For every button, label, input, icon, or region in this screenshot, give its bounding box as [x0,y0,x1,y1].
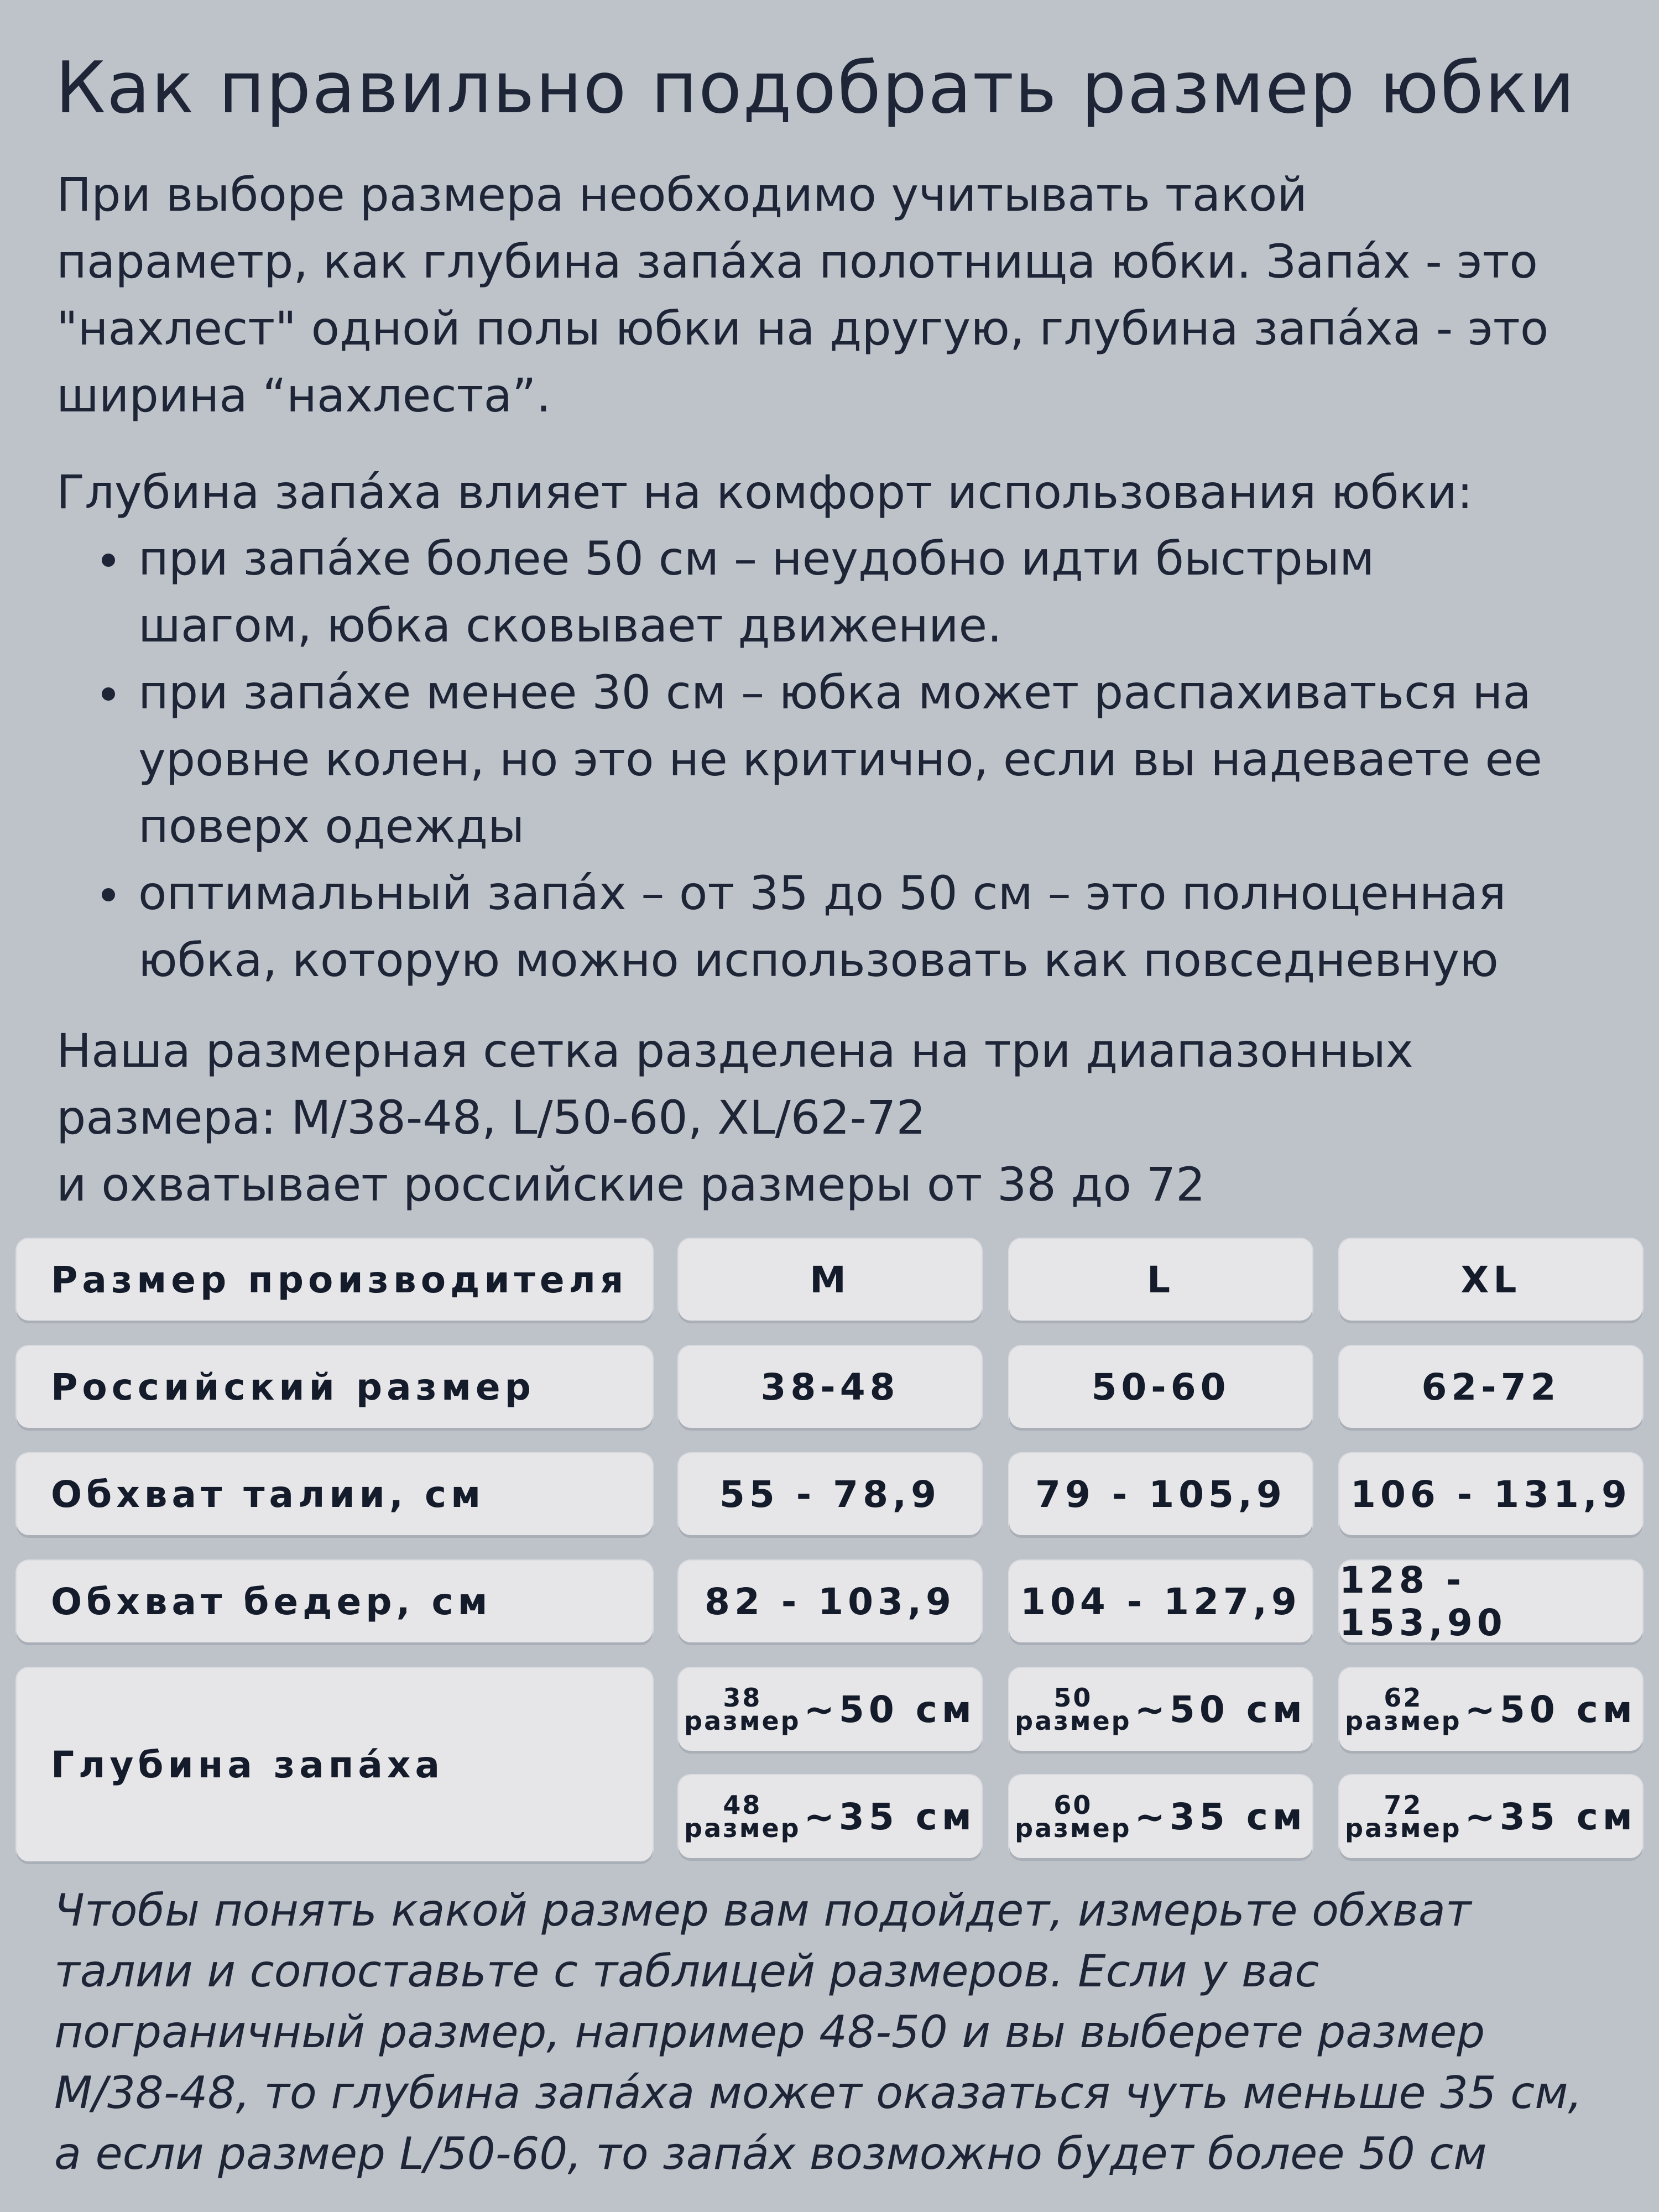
table-cell-wrap-depth: 60 размер ~35 см [1009,1775,1312,1858]
intro-paragraph [56,161,1627,429]
bullet-icon [102,888,115,901]
bullet-icon [102,554,115,567]
intro-line: ширина “нахлеста”. [56,368,551,422]
table-cell: 79 - 105,9 [1009,1453,1312,1535]
row-label-hips: Обхват бедер, см [17,1561,653,1642]
intro-line: параметр, как глубина запа́ха полотнища юбки. Запа́х - это [56,234,1538,289]
list-item: при запа́хе менее 30 см – юбка может распахиваться на уровне колен, но это не критично, если вы надеваете ее поверх одежды [56,659,1627,860]
table-cell: 55 - 78,9 [679,1453,982,1535]
table-cell-wrap-depth: 62 размер ~50 см [1339,1668,1642,1751]
list-item: при запа́хе более 50 см – неудобно идти быстрым шагом, юбка сковывает движение. [56,525,1627,659]
row-label-wrap-depth: Глубина запа́ха [17,1668,653,1861]
table-cell: 38-48 [679,1346,982,1428]
size-grid-note: Наша размерная сетка разделена на три диапазонных размера: M/38-48, L/50-60, XL/62-72 и охватывает российские размеры от 38 до 72 [56,1024,1413,1212]
table-cell-wrap-depth: 50 размер ~50 см [1009,1668,1312,1751]
bullet-icon [102,687,115,701]
table-cell: 104 - 127,9 [1009,1561,1312,1642]
comfort-list [56,525,1627,994]
page-title: Как правильно подобрать размер юбки [55,47,1576,129]
row-label-waist: Обхват талии, см [17,1453,653,1535]
table-cell: L [1009,1239,1312,1321]
intro-line: "нахлест" одной полы юбки на другую, глубина запа́ха - это [56,301,1549,356]
table-cell-wrap-depth: 72 размер ~35 см [1339,1775,1642,1858]
table-cell-wrap-depth: 38 размер ~50 см [679,1668,982,1751]
table-cell-wrap-depth: 48 размер ~35 см [679,1775,982,1858]
table-cell: 62-72 [1339,1346,1642,1428]
table-cell: 50-60 [1009,1346,1312,1428]
intro-line: При выборе размера необходимо учитывать такой [56,168,1307,222]
table-cell: XL [1339,1239,1642,1321]
row-label-russian-size: Российский размер [17,1346,653,1428]
comfort-lead: Глубина запа́ха влияет на комфорт использования юбки: [56,465,1473,519]
table-cell: 128 - 153,90 [1339,1561,1642,1642]
table-cell: 106 - 131,9 [1339,1453,1642,1535]
table-cell: M [679,1239,982,1321]
list-item: оптимальный запа́х – от 35 до 50 см – это полноценная юбка, которую можно использовать как повседневную [56,860,1627,994]
row-label-manufacturer-size: Размер производителя [17,1239,653,1321]
footer-note: Чтобы понять какой размер вам подойдет, измерьте обхват талии и сопоставьте с таблицей размеров. Если у вас пограничный размер, например 48-50 и вы выберете размер M/38-48, то глубина запа́ха может оказаться чуть меньше 35 см, а если размер L/50-60, то запа́х возможно будет более 50 см [54,1885,1582,2179]
table-cell: 82 - 103,9 [679,1561,982,1642]
